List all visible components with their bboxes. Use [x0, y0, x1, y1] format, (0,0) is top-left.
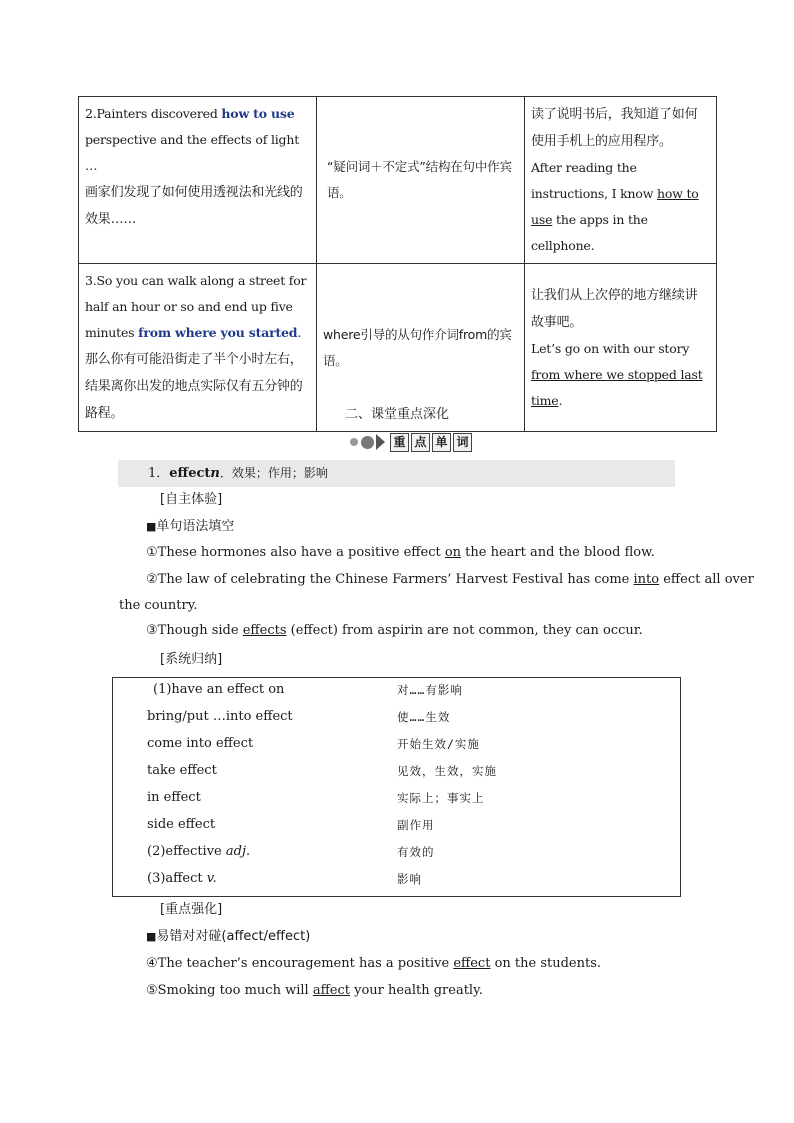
- table-cell-grammar-note: “疑问词＋不定式”结构在句中作宾语。: [317, 97, 525, 264]
- part-of-speech: n: [210, 466, 220, 481]
- dot-icon: [361, 436, 374, 449]
- strengthen-tag: [重点强化]: [160, 902, 223, 917]
- banner-char: 点: [411, 433, 430, 452]
- bullet-icon: ■: [146, 930, 157, 943]
- summary-meaning: 有效的: [397, 845, 435, 859]
- summary-phrase: take effect: [147, 763, 217, 778]
- table-cell-example: 让我们从上次停的地方继续讲故事吧。 Let’s go on with our story from where we stopped last time.: [525, 264, 717, 432]
- summary-meaning: 使……生效: [397, 710, 451, 724]
- summary-phrase: (1)have an effect on: [153, 682, 285, 697]
- highlight-phrase: from where you started: [138, 325, 298, 340]
- summary-tag: [系统归纳]: [160, 652, 223, 667]
- strengthen-sentence: ④The teacher’s encouragement has a positive effect on the students.: [146, 956, 602, 971]
- summary-meaning: 副作用: [397, 818, 435, 832]
- summary-box: [112, 677, 681, 897]
- vocab-heading: 1．effectn．效果；作用；影响: [118, 460, 675, 487]
- chinese-translation: 那么你有可能沿街走了半个小时左右，结果离你出发的地点实际仅有五分钟的路程。: [85, 352, 303, 421]
- answer-blank: effect: [453, 956, 491, 971]
- summary-phrase: (2)effective adj.: [147, 844, 251, 859]
- underlined-answer: how to use: [531, 186, 699, 227]
- arrow-icon: [376, 434, 385, 450]
- underlined-answer: from where we stopped last time: [531, 366, 703, 408]
- table-cell-example: 读了说明书后，我知道了如何使用手机上的应用程序。 After reading the instructions, I know how to use the apps in the cellphone.: [525, 97, 717, 264]
- practice-tag: [自主体验]: [160, 492, 223, 507]
- vocab-meaning: ．效果；作用；影响: [219, 466, 328, 480]
- chinese-translation: 画家们发现了如何使用透视法和光线的效果……: [85, 185, 303, 227]
- table-cell-grammar-note: where引导的从句作介词from的宾语。: [317, 264, 525, 432]
- summary-phrase: bring/put …into effect: [147, 709, 293, 724]
- strengthen-instruction: ■易错对对碰(affect/effect): [146, 929, 311, 944]
- banner-char: 重: [390, 433, 409, 452]
- practice-instruction: ■单句语法填空: [146, 519, 235, 534]
- strengthen-sentence: ⑤Smoking too much will affect your health greatly.: [146, 983, 483, 998]
- summary-phrase: come into effect: [147, 736, 254, 751]
- practice-sentence: ②The law of celebrating the Chinese Farmers’ Harvest Festival has come into effect all over: [146, 572, 754, 587]
- table-row: [79, 97, 717, 264]
- practice-sentence: ③Though side effects (effect) from aspirin are not common, they can occur.: [146, 623, 643, 638]
- highlight-phrase: how to use: [221, 106, 295, 121]
- answer-blank: into: [633, 572, 660, 587]
- summary-meaning: 见效，生效，实施: [397, 764, 497, 778]
- answer-blank: effects: [242, 623, 287, 638]
- key-words-banner: [350, 432, 474, 452]
- answer-blank: affect: [312, 983, 350, 998]
- summary-phrase: side effect: [147, 817, 216, 832]
- dot-icon: [350, 438, 358, 446]
- practice-sentence: ①These hormones also have a positive effect on the heart and the blood flow.: [146, 545, 655, 560]
- table-cell-sentence: 3.So you can walk along a street for half an hour or so and end up five minutes from where you started. 那么你有可能沿街走了半个小时左右，结果离你出发的地点实际仅有五分钟的路程。: [79, 264, 317, 432]
- example-table: [78, 96, 716, 432]
- answer-blank: on: [444, 545, 462, 560]
- summary-meaning: 实际上；事实上: [397, 791, 485, 805]
- summary-meaning: 开始生效/实施: [397, 737, 480, 751]
- summary-phrase: (3)affect v.: [147, 871, 217, 886]
- summary-phrase: in effect: [147, 790, 201, 805]
- bullet-icon: ■: [146, 520, 157, 533]
- summary-meaning: 对……有影响: [397, 683, 463, 697]
- section-title: 二、课堂重点深化: [344, 407, 449, 422]
- table-cell-sentence: 2.Painters discovered how to use perspective and the effects of light … 画家们发现了如何使用透视法和光线的效果……: [79, 97, 317, 264]
- banner-char: 词: [453, 433, 472, 452]
- vocab-word: effect: [169, 466, 211, 481]
- banner-char: 单: [432, 433, 451, 452]
- practice-sentence-cont: the country.: [119, 598, 198, 613]
- summary-meaning: 影响: [397, 872, 422, 886]
